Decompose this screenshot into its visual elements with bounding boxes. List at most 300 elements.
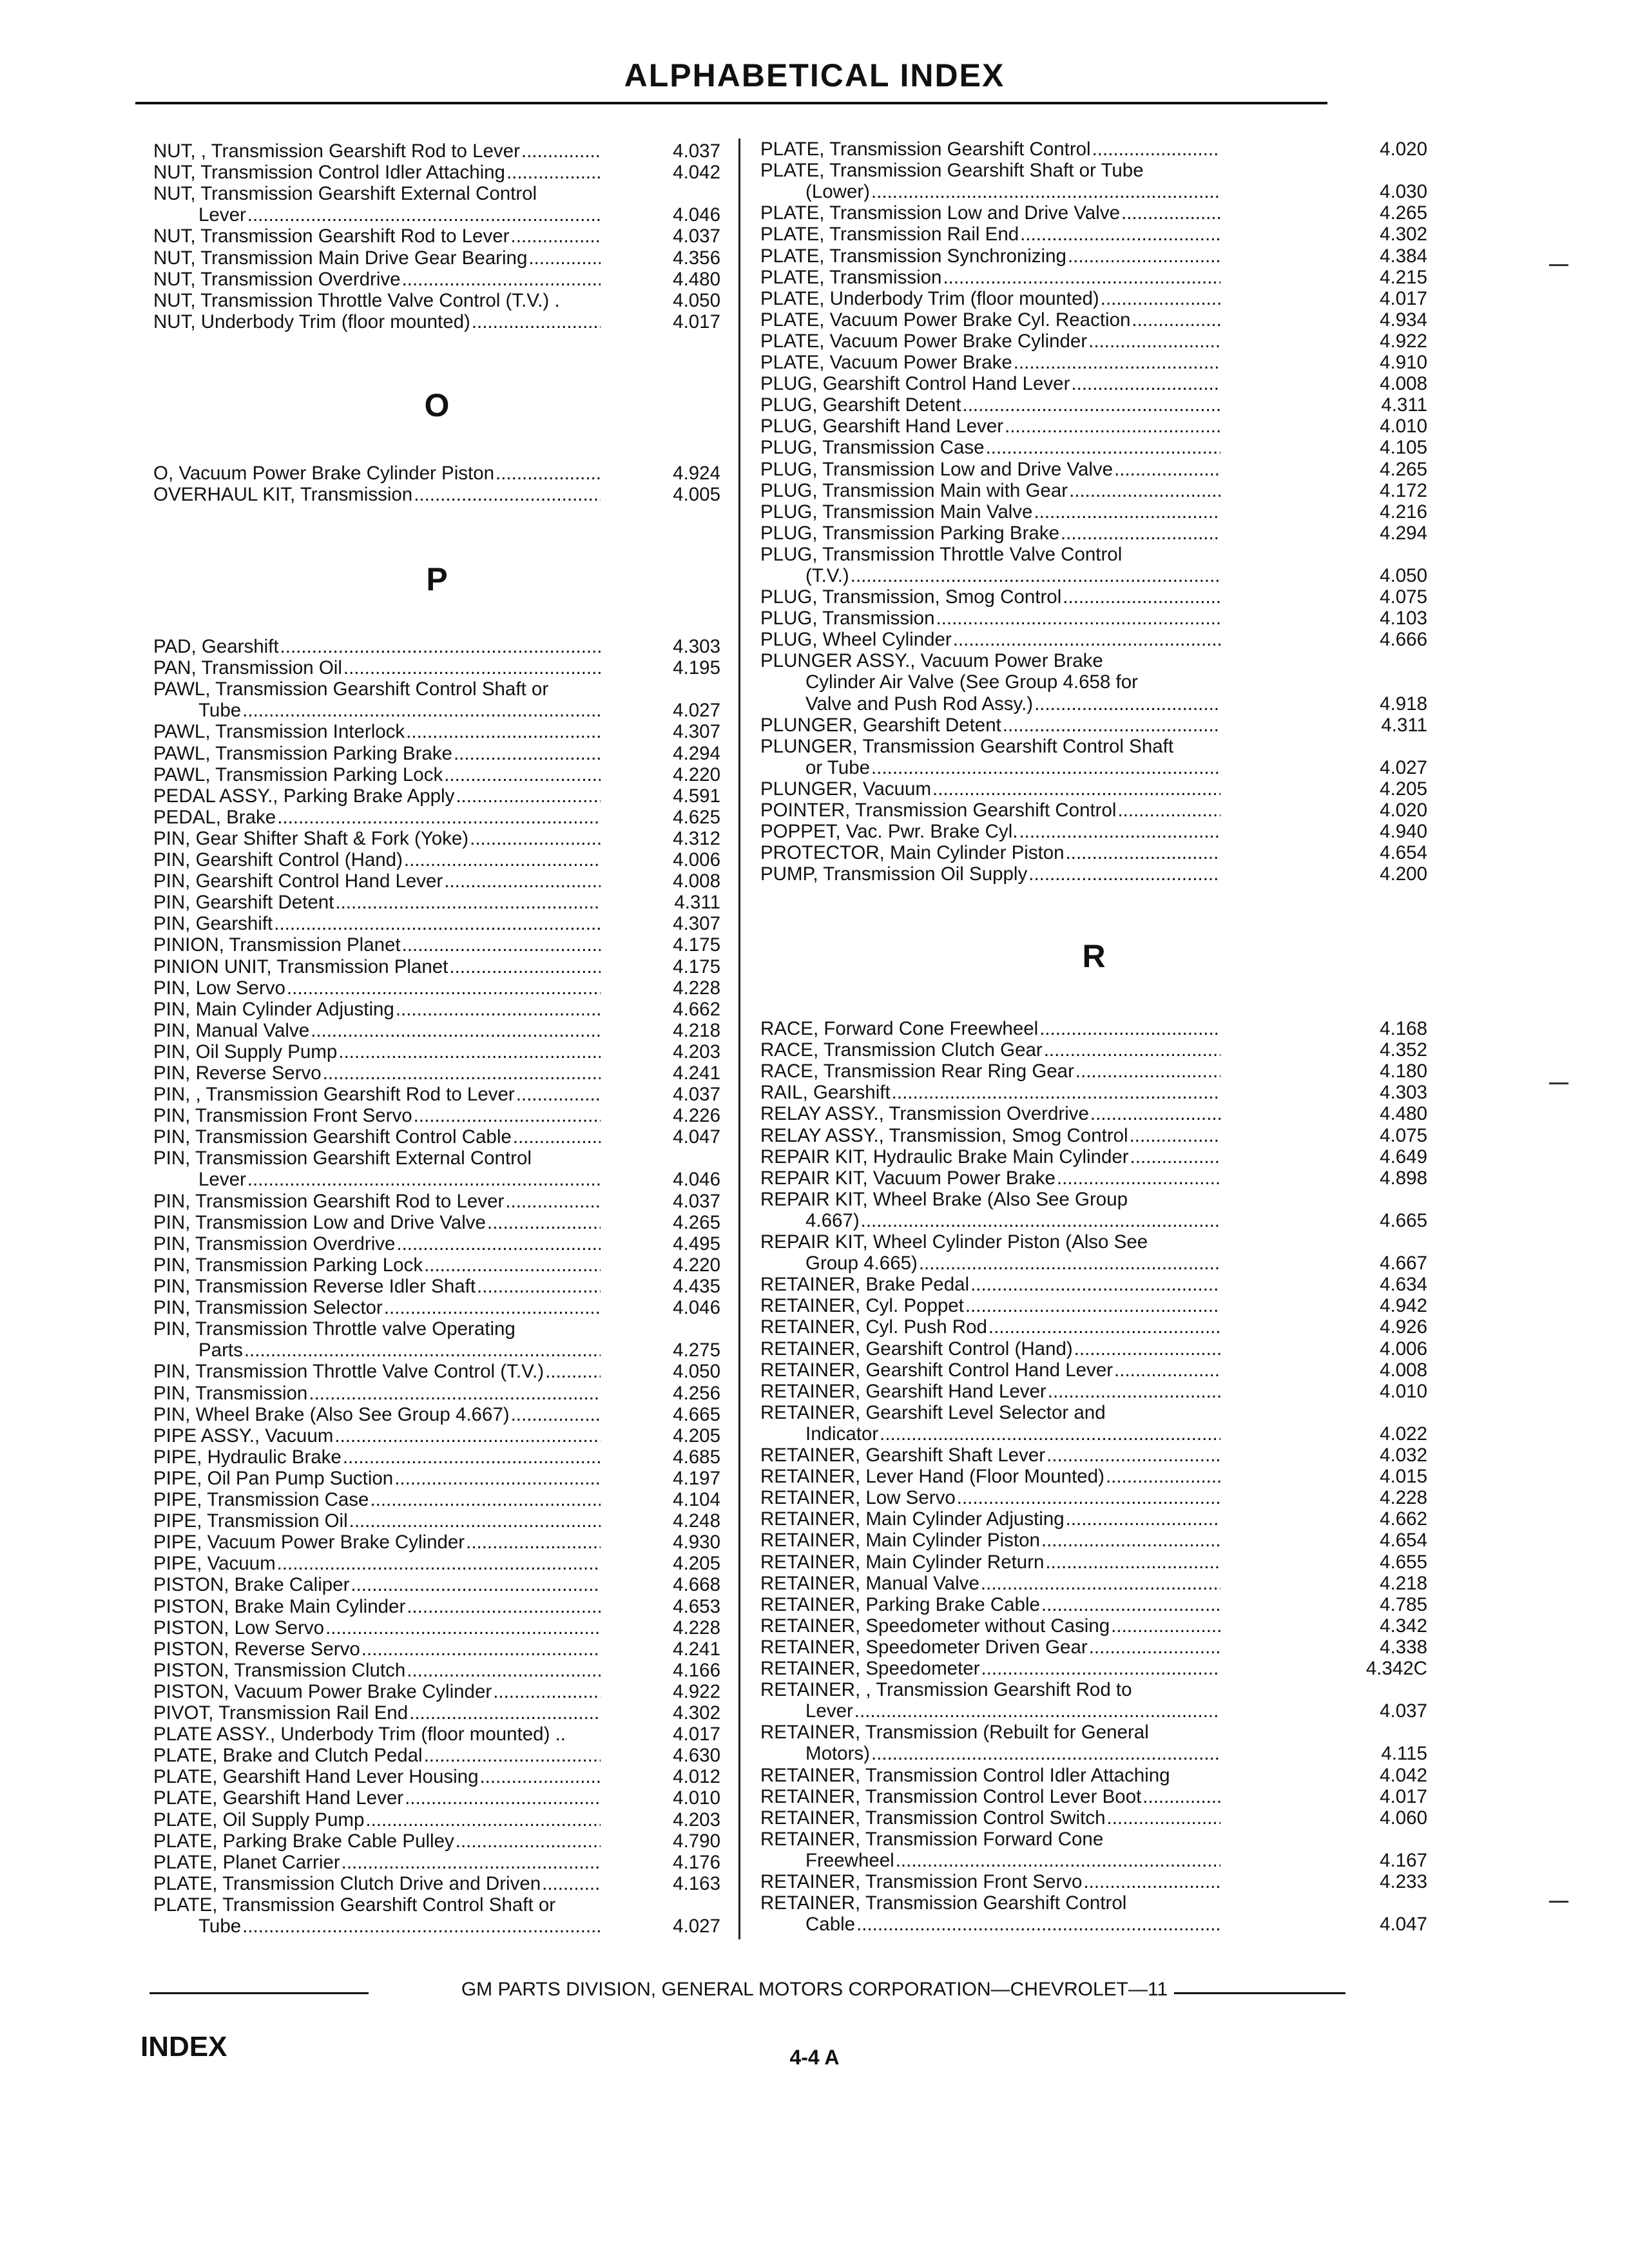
leader-dots [1034,693,1220,715]
entry-page-ref: 4.934 [1380,309,1427,331]
index-entry [153,1851,720,1873]
entry-page-ref: 4.303 [1380,1082,1427,1104]
leader-dots [1041,1530,1220,1551]
entry-page-ref: 4.205 [673,1553,720,1575]
leader-dots [277,807,601,828]
leader-dots [277,1553,601,1574]
entry-label: PIN, Gearshift Control Hand Lever [153,870,443,892]
leader-dots [880,1423,1220,1445]
entry-label: PIN, Transmission Throttle Valve Control (T.V.) [153,1361,545,1383]
entry-label: NUT, Transmission Gearshift External Control [153,183,537,205]
entry-label-continued: Indicator [805,1423,879,1445]
index-entry [153,1659,720,1681]
leader-dots [1039,1018,1220,1039]
entry-page-ref: 4.218 [673,1019,720,1041]
entry-label-continued: Lever [805,1700,853,1722]
entry-page-ref: 4.685 [673,1446,720,1468]
index-entry [760,1316,1427,1338]
index-entry [153,1211,720,1233]
entry-label: RETAINER, Parking Brake Cable [760,1593,1040,1615]
index-entry [760,1807,1427,1829]
leader-dots [1057,1168,1220,1189]
leader-dots [1068,245,1220,267]
entry-label: PLUG, Gearshift Hand Lever [760,416,1004,437]
index-entry [760,309,1427,331]
entry-page-ref: 4.012 [673,1766,720,1788]
index-entry [153,764,720,785]
page-title: ALPHABETICAL INDEX [624,57,1005,93]
entry-label: PISTON, Reverse Servo [153,1638,360,1660]
entry-label: PLATE, Oil Supply Pump [153,1809,365,1831]
leader-dots [1005,416,1220,437]
entry-label: RETAINER, Gearshift Shaft Lever [760,1445,1046,1466]
entry-page-ref: 4.930 [673,1532,720,1553]
entry-label: PIN, Transmission Parking Lock [153,1254,423,1276]
entry-label: PIN, Manual Valve [153,1019,310,1041]
index-entry [153,1595,720,1617]
entry-page-ref: 4.176 [673,1851,720,1873]
index-entry [760,1572,1427,1594]
leader-dots [1132,309,1220,331]
entry-page-ref: 4.662 [673,998,720,1020]
entry-label: RACE, Transmission Clutch Gear [760,1039,1043,1061]
index-entry [153,183,720,226]
entry-page-ref: 4.591 [673,785,720,807]
entry-label: PIN, Transmission Low and Drive Valve [153,1211,486,1233]
index-entry [760,863,1427,885]
entry-page-ref: 4.228 [673,977,720,999]
entry-page-ref: 4.625 [673,806,720,828]
index-entry [153,827,720,849]
entry-label: PUMP, Transmission Oil Supply [760,863,1028,885]
entry-label: PLUG, Transmission Throttle Valve Control [760,543,1123,565]
entry-label: RETAINER, Lever Hand (Floor Mounted) [760,1466,1104,1488]
index-entry [760,1722,1427,1765]
entry-label: O, Vacuum Power Brake Cylinder Piston [153,463,495,484]
leader-dots [932,778,1220,800]
entry-page-ref: 4.302 [1380,224,1427,245]
index-entry [153,1702,720,1724]
index-entry [760,1295,1427,1317]
entry-label: PLATE, Parking Brake Cable Pulley [153,1830,454,1852]
leader-dots [242,700,601,721]
index-entry [760,458,1427,480]
index-entry [760,224,1427,245]
leader-dots [1130,1125,1220,1146]
entry-page-ref: 4.303 [673,636,720,657]
entry-label: PIN, Wheel Brake (Also See Group 4.667) [153,1403,510,1425]
entry-label: RETAINER, Brake Pedal [760,1274,970,1296]
entry-page-ref: 4.666 [1380,629,1427,651]
entry-label: PISTON, Brake Caliper [153,1574,350,1596]
leader-dots [861,1210,1220,1231]
leader-dots [981,1658,1220,1679]
index-entry [153,806,720,828]
entry-label: PINION UNIT, Transmission Planet [153,956,448,977]
leader-dots [963,394,1220,416]
entry-label: PIN, Transmission Reverse Idler Shaft [153,1276,476,1297]
entry-label: PIN, , Transmission Gearshift Rod to Lever [153,1084,515,1106]
index-entry [153,870,720,892]
index-entry [153,1254,720,1276]
entry-label: PISTON, Low Servo [153,1617,325,1639]
index-entry [760,1359,1427,1381]
entry-label: RETAINER, Transmission (Rebuilt for General [760,1722,1149,1744]
entry-page-ref: 4.104 [673,1489,720,1510]
index-entry [153,1148,720,1191]
index-entry [153,636,720,657]
entry-page-ref: 4.075 [1380,1124,1427,1146]
index-entry [760,714,1427,736]
entry-label: PLUG, Transmission Parking Brake [760,522,1059,544]
leader-dots [1014,352,1220,373]
index-entry [153,977,720,999]
entry-page-ref: 4.342 [1380,1615,1427,1637]
index-entry [760,629,1427,651]
entry-label: PLUG, Wheel Cylinder [760,629,952,651]
index-entry [760,1785,1427,1807]
entry-page-ref: 4.630 [673,1745,720,1767]
margin-mark [1549,264,1568,266]
index-entry [760,1018,1427,1039]
leader-dots [854,1700,1220,1722]
entry-page-ref: 4.218 [1380,1572,1427,1594]
leader-dots [856,1914,1220,1935]
entry-page-ref: 4.495 [673,1233,720,1254]
index-entry [760,608,1427,629]
entry-label-continued: Tube [198,1915,242,1937]
entry-label-continued: Group 4.665) [805,1253,918,1274]
index-entry [153,1532,720,1553]
index-entry [760,800,1427,822]
entry-page-ref: 4.005 [673,484,720,506]
entry-label-continued: Lever [198,1169,246,1191]
leader-dots [1111,1615,1220,1637]
entry-label: RETAINER, Speedometer Driven Gear [760,1636,1088,1658]
index-entry [760,586,1427,608]
index-entry [153,956,720,977]
entry-label: REPAIR KIT, Hydraulic Brake Main Cylinder [760,1146,1129,1168]
footer-credit: GM PARTS DIVISION, GENERAL MOTORS CORPORATION—CHEVROLET—11 [455,1979,1174,2000]
leader-dots [1061,523,1220,544]
entry-label: REPAIR KIT, Vacuum Power Brake [760,1167,1055,1189]
entry-label: RETAINER, Gearshift Control (Hand) [760,1338,1073,1360]
leader-dots [896,1850,1220,1871]
leader-dots [1071,373,1220,394]
entry-label: RETAINER, Main Cylinder Adjusting [760,1508,1065,1530]
index-entry [153,1041,720,1062]
index-entry [760,330,1427,352]
entry-label: PIN, Transmission Gearshift Control Cable [153,1126,512,1148]
entry-label: PIPE, Oil Pan Pump Suction [153,1467,394,1489]
entry-label: PLUG, Transmission Main with Gear [760,479,1068,501]
entry-label-continued: (Lower) [805,181,870,203]
index-entry [153,1745,720,1767]
entry-label: PIN, Gearshift [153,913,273,935]
index-entry [153,1510,720,1532]
index-entry [760,522,1427,544]
index-entry [760,1274,1427,1296]
entry-label: PIN, Low Servo [153,977,285,999]
entry-label: PIVOT, Transmission Rail End [153,1702,409,1724]
entry-page-ref: 4.220 [673,764,720,785]
leader-dots [919,1253,1220,1274]
entry-label: PLUG, Gearshift Control Hand Lever [760,373,1070,395]
leader-dots [1045,1552,1220,1573]
entry-page-ref: 4.008 [673,870,720,892]
entry-page-ref: 4.228 [1380,1487,1427,1509]
index-entry [153,1894,720,1937]
entry-label: PROTECTOR, Main Cylinder Piston [760,842,1065,864]
entry-page-ref: 4.008 [1380,373,1427,395]
entry-label: PISTON, Brake Main Cylinder [153,1595,406,1617]
leader-dots [1075,1061,1220,1082]
entry-page-ref: 4.662 [1380,1508,1427,1530]
index-entry [760,501,1427,523]
entry-label: PAWL, Transmission Parking Lock [153,764,443,785]
entry-page-ref: 4.233 [1380,1871,1427,1892]
entry-page-ref: 4.046 [673,204,720,226]
index-entry [760,650,1427,715]
entry-label: RETAINER, Speedometer [760,1658,980,1679]
entry-page-ref: 4.037 [673,1190,720,1212]
entry-page-ref: 4.910 [1380,352,1427,373]
entry-label: PAWL, Transmission Interlock [153,721,405,743]
entry-label: PIN, Gear Shifter Shaft & Fork (Yoke) [153,827,469,849]
index-entry [760,778,1427,800]
index-entry [760,266,1427,288]
leader-dots [1066,1508,1220,1530]
entry-page-ref: 4.205 [673,1425,720,1446]
index-entry [153,1105,720,1127]
entry-page-ref: 4.200 [1380,863,1427,885]
leader-dots [1034,501,1220,523]
entry-page-ref: 4.027 [1380,756,1427,778]
index-entry [153,1062,720,1084]
entry-label: PIN, Transmission Gearshift External Control [153,1148,532,1169]
index-entry [153,742,720,764]
index-entry [153,1467,720,1489]
entry-label: PIN, Transmission Overdrive [153,1233,396,1254]
leader-dots [981,1573,1220,1594]
entry-page-ref: 4.175 [673,934,720,956]
index-entry [153,892,720,914]
index-entry [760,1103,1427,1125]
index-entry [760,1445,1427,1466]
leader-dots [247,204,601,226]
index-entry [760,1615,1427,1637]
index-entry [153,289,720,311]
index-entry [153,1872,720,1894]
entry-label: RETAINER, Main Cylinder Piston [760,1530,1040,1552]
entry-page-ref: 4.307 [673,913,720,935]
index-entry [760,1508,1427,1530]
entry-label: RETAINER, Transmission Control Idler Attaching [760,1764,1170,1786]
entry-label: PLATE, Transmission Gearshift Shaft or Tube [760,160,1144,182]
entry-label: PIN, Transmission [153,1382,308,1404]
margin-mark [1549,1082,1568,1084]
entry-page-ref: 4.248 [673,1510,720,1532]
index-entry [760,1466,1427,1488]
entry-label: PLATE, Transmission Low and Drive Valve [760,202,1120,224]
index-label: INDEX [140,2031,227,2062]
index-entry [760,1593,1427,1615]
entry-page-ref: 4.046 [673,1169,720,1191]
leader-dots [1106,1466,1220,1487]
entry-label: RETAINER, Cyl. Push Rod [760,1316,987,1338]
index-entry [760,416,1427,437]
index-entry [760,160,1427,203]
entry-label: RETAINER, Gearshift Level Selector and [760,1401,1106,1423]
entry-label: PIN, Transmission Throttle valve Operating [153,1318,516,1340]
entry-label: PLUG, Transmission, Smog Control [760,586,1062,608]
entry-page-ref: 4.294 [1380,522,1427,544]
entry-label: NUT, Transmission Control Idler Attaching [153,162,505,184]
entry-label-continued: (T.V.) [805,564,849,586]
entry-page-ref: 4.075 [1380,586,1427,608]
leader-dots [1092,139,1220,160]
entry-label: PLATE, Vacuum Power Brake Cylinder [760,330,1088,352]
index-entry [153,226,720,247]
entry-page-ref: 4.667 [1380,1253,1427,1274]
entry-label: PISTON, Transmission Clutch [153,1659,406,1681]
index-entry [760,1551,1427,1573]
leader-dots [871,181,1220,202]
entry-label: RETAINER, Speedometer without Casing [760,1615,1110,1637]
entry-label: PIPE, Transmission Case [153,1489,369,1510]
entry-label: PIN, Gearshift Control (Hand) [153,849,403,870]
index-entry [760,842,1427,864]
entry-page-ref: 4.654 [1380,842,1427,864]
index-entry [153,1425,720,1446]
entry-page-ref: 4.922 [673,1680,720,1702]
entry-page-ref: 4.898 [1380,1167,1427,1189]
entry-page-ref: 4.017 [673,1724,720,1745]
entry-label: RETAINER, Low Servo [760,1487,956,1509]
entry-page-ref: 4.022 [1380,1423,1427,1445]
index-entry [760,479,1427,501]
index-entry [153,678,720,722]
entry-label: PLATE ASSY., Underbody Trim (floor mounted) .. [153,1724,566,1745]
index-entry [760,139,1427,160]
entry-page-ref: 4.265 [1380,458,1427,480]
entry-label: RETAINER, Transmission Gearshift Control [760,1892,1127,1914]
index-entry [153,463,720,484]
entry-page-ref: 4.020 [1380,139,1427,160]
entry-label: PLATE, Vacuum Power Brake Cyl. Reaction [760,309,1131,331]
entry-page-ref: 4.115 [1381,1743,1427,1765]
entry-page-ref: 4.203 [673,1809,720,1831]
entry-page-ref: 4.275 [673,1340,720,1361]
leader-dots [965,1295,1220,1316]
entry-label: PAD, Gearshift [153,636,279,657]
entry-label: PLATE, Transmission Gearshift Control Shaft or [153,1894,556,1916]
index-entry [153,1233,720,1254]
leader-dots [242,1916,601,1937]
index-entry [760,1338,1427,1360]
leader-dots [943,267,1220,288]
entry-label: PIN, Transmission Gearshift Rod to Lever [153,1190,505,1212]
entry-page-ref: 4.060 [1380,1807,1427,1829]
entry-label-continued: Lever [198,204,246,226]
leader-dots [1044,1039,1220,1061]
entry-label: PINION, Transmission Planet [153,934,401,956]
entry-label: RETAINER, Manual Valve [760,1572,979,1594]
leader-dots [871,757,1220,778]
entry-page-ref: 4.654 [1380,1530,1427,1552]
entry-label: PAWL, Transmission Gearshift Control Shaft or [153,678,549,700]
index-entry [153,1318,720,1361]
entry-page-ref: 4.010 [673,1787,720,1809]
entry-label: PLATE, Brake and Clutch Pedal [153,1745,423,1767]
entry-label: PLATE, Transmission Gearshift Control [760,139,1091,160]
entry-label: RETAINER, Gearshift Hand Lever [760,1380,1046,1402]
leader-dots [1063,586,1220,608]
entry-label: PLUNGER, Vacuum [760,778,932,800]
entry-page-ref: 4.006 [673,849,720,870]
index-entry [153,1830,720,1852]
index-entry [153,1446,720,1468]
index-entry [153,484,720,506]
entry-page-ref: 4.017 [1380,1785,1427,1807]
entry-label-continued: Motors) [805,1743,870,1765]
entry-page-ref: 4.655 [1380,1551,1427,1573]
entry-page-ref: 4.256 [673,1382,720,1404]
entry-label: PLATE, Transmission Clutch Drive and Driven [153,1872,541,1894]
index-entry [760,1636,1427,1658]
entry-page-ref: 4.205 [1380,778,1427,800]
index-entry [153,785,720,807]
index-entry [760,1188,1427,1231]
entry-page-ref: 4.220 [673,1254,720,1276]
leader-dots [247,1169,601,1190]
entry-label-continued: or Tube [805,756,871,778]
entry-label: PLUNGER, Transmission Gearshift Control Shaft [760,735,1174,757]
entry-page-ref: 4.265 [1380,202,1427,224]
leader-dots [1121,202,1220,224]
index-entry [153,1766,720,1788]
entry-page-ref: 4.649 [1380,1146,1427,1168]
column-divider [738,139,740,1939]
entry-page-ref: 4.356 [673,247,720,269]
entry-page-ref: 4.180 [1380,1061,1427,1082]
entry-label: PIPE, Vacuum [153,1553,276,1575]
leader-dots [957,1487,1220,1508]
index-entry [760,735,1427,778]
entry-label: PEDAL, Brake [153,806,276,828]
entry-page-ref: 4.228 [673,1617,720,1639]
entry-label: POPPET, Vac. Pwr. Brake Cyl. [760,821,1018,843]
leader-dots [1090,1103,1220,1124]
entry-label: PLUG, Transmission Low and Drive Valve [760,458,1113,480]
entry-label: RELAY ASSY., Transmission, Smog Control [760,1124,1128,1146]
leader-dots [1041,1594,1220,1615]
index-entry [153,1276,720,1297]
entry-page-ref: 4.352 [1380,1039,1427,1061]
entry-label: RACE, Forward Cone Freewheel [760,1018,1039,1039]
entry-page-ref: 4.050 [673,1361,720,1383]
entry-page-ref: 4.665 [1380,1209,1427,1231]
entry-page-ref: 4.435 [673,1276,720,1297]
entry-page-ref: 4.032 [1380,1445,1427,1466]
entry-page-ref: 4.311 [1381,394,1427,416]
entry-page-ref: 4.037 [673,140,720,162]
page-number: 4-4 A [789,2046,840,2069]
index-entry [760,1167,1427,1189]
index-entry [760,1892,1427,1936]
leader-dots [1101,288,1220,309]
entry-label: RETAINER, , Transmission Gearshift Rod to [760,1679,1132,1701]
